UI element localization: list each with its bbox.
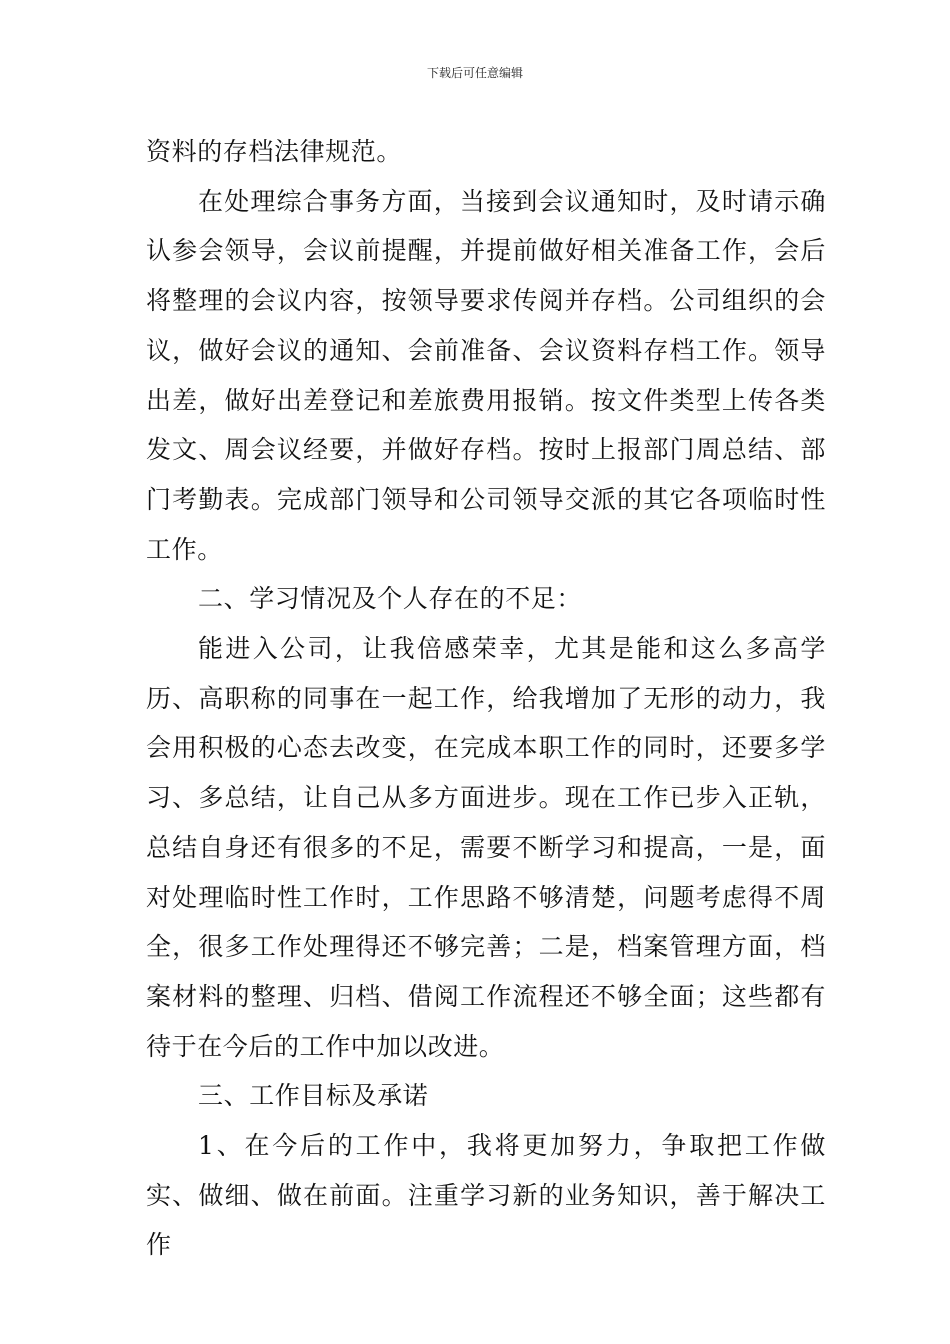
page-header: 下载后可任意编辑 bbox=[426, 66, 523, 80]
section-heading-2: 二、学习情况及个人存在的不足： bbox=[198, 584, 583, 614]
paragraph-continuation: 资料的存档法律规范。 bbox=[146, 137, 403, 166]
paragraph-study-shortcomings: 能进入公司，让我倍感荣幸，尤其是能和这么多高学历、高职称的同事在一起工作，给我增加了无形的动力，我会用积极的心态去改变，在完成本职工作的同时，还要多学习、多总结，让自己从多方面进步。现在工作已步入正轨，总结自身还有很多的不足，需要不断学习和提高，一是，面对处理临时性工作时，工作思路不够清楚，问题考虑得不周全，很多工作处理得还不够完善；二是，档案管理方面，档案材料的整理、归档、借阅工作流程还不够全面；这些都有待于在今后的工作中加以改进。 bbox=[146, 634, 826, 1061]
paragraph-general-affairs: 在处理综合事务方面，当接到会议通知时，及时请示确认参会领导，会议前提醒，并提前做好相关准备工作，会后将整理的会议内容，按领导要求传阅并存档。公司组织的会议，做好会议的通知、会前准备、会议资料存档工作。领导出差，做好出差登记和差旅费用报销。按文件类型上传各类发文、周会议经要，并做好存档。按时上报部门周总结、部门考勤表。完成部门领导和公司领导交派的其它各项临时性工作。 bbox=[146, 186, 826, 564]
document-body bbox=[146, 127, 826, 1270]
paragraph-goal-1: 1、在今后的工作中，我将更加努力，争取把工作做实、做细、做在前面。注重学习新的业务知识，善于解决工作 bbox=[146, 1131, 826, 1260]
section-heading-3: 三、工作目标及承诺 bbox=[198, 1081, 429, 1111]
